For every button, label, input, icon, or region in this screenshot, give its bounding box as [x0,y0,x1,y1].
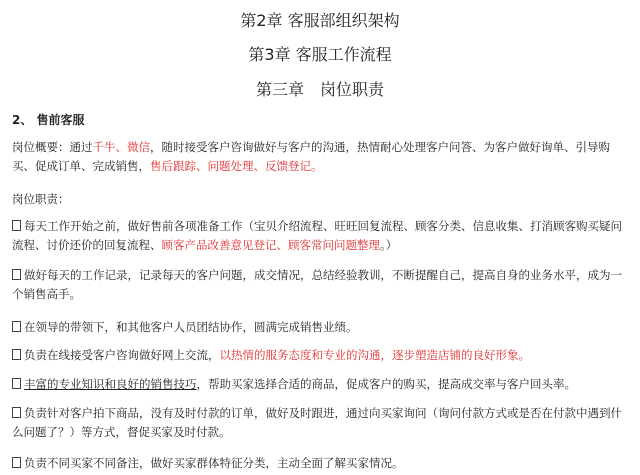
section-title: 2、 售前客服 [12,113,85,127]
job-overview-paragraph [12,138,630,176]
bullet-box-icon [12,269,21,280]
bullet-box-icon [12,407,21,418]
duty-4-text-a: 负责在线接受客户咨询做好网上交流， [24,348,220,362]
duty-5-text-b: ，帮助买家选择合适的商品，促成客户的购买，提高成交率与客户回头率。 [196,377,576,391]
duty-item-3 [12,318,630,337]
overview-text-d: 售后跟踪、问题处理、反馈登记。 [150,159,323,173]
duty-2-text: 做好每天的工作记录，记录每天的客户问题，成交情况，总结经验教训，不断提醒自己，提高自身的业务水平，成为一个销售高手。 [12,268,622,301]
duty-item-1 [12,217,630,255]
duty-item-5 [12,375,630,394]
duty-item-4 [12,346,630,365]
duty-item-7 [12,454,630,473]
chapter-3-heading: 第3章 客服工作流程 [248,45,392,64]
duty-4-text-b: 以热情的服务态度和专业的沟通，逐步塑造店铺的良好形象。 [219,348,530,362]
chapter-3-duties-heading: 第三章 岗位职责 [255,80,384,99]
bullet-box-icon [12,457,21,468]
overview-text-b: 千牛、微信 [92,140,150,154]
duty-5-text-a: 丰富的专业知识和良好的销售技巧 [24,377,197,391]
duty-1-text-b: 顾客产品改善意见登记、顾客常问问题整理 [161,238,380,252]
overview-text-a: 岗位概要：通过 [12,140,93,154]
duty-item-6 [12,404,630,442]
duty-1-text-a: 每天工作开始之前，做好售前各项准备工作（宝贝介绍流程、旺旺回复流程、顾客分类、信息收集、打消顾客购买疑问流程、讨价还价的回复流程、 [12,219,622,252]
duty-7-text: 负责不同买家不同备注，做好买家群体特征分类，主动全面了解买家情况。 [24,456,404,470]
duties-label: 岗位职责： [12,192,70,206]
duty-6-text: 负责针对客户拍下商品，没有及时付款的订单，做好及时跟进，通过向买家询问（询问付款方式或是否在付款中遇到什么问题了？）等方式，督促买家及时付款。 [12,406,622,439]
bullet-box-icon [12,220,21,231]
duty-item-2 [12,266,630,304]
bullet-box-icon [12,349,21,360]
duty-1-text-c: 。） [380,238,398,252]
bullet-box-icon [12,321,21,332]
duty-3-text: 在领导的带领下，和其他客户人员团结协作，圆满完成销售业绩。 [24,320,358,334]
bullet-box-icon [12,378,21,389]
chapter-2-heading: 第2章 客服部组织架构 [240,11,400,30]
overview-text-c: ，随时接受客户咨询做好与客户的沟通，热情耐心处理客户问答、为客户做好询单、引导购买、促成订单、完成销售， [12,140,610,173]
